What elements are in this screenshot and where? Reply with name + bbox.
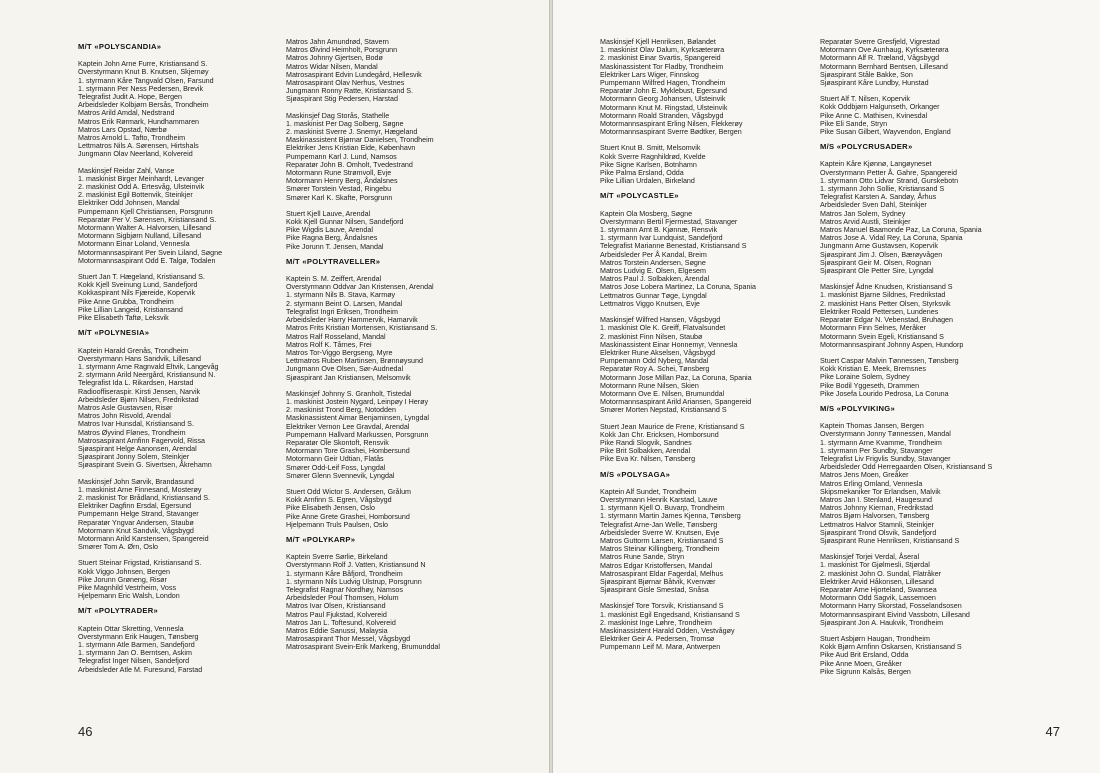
crew-entry: Stuert Kjell Lauve, Arendal xyxy=(286,209,371,218)
group-spacer xyxy=(820,545,1040,553)
crew-entry: Elektriker Geir A. Pedersen, Tromsø xyxy=(600,635,715,644)
crew-entry: Kaptein Harald Grenås, Trondheim xyxy=(78,346,189,355)
crew-entry: Overstyrmann Oddvar Jan Kristensen, Arendal xyxy=(286,283,434,292)
crew-entry: Smører Karl K. Skafte, Porsgrunn xyxy=(286,193,393,202)
crew-entry: Reparatør Roy A. Schei, Tønsberg xyxy=(600,365,710,374)
crew-entry: Maskinassistent Bjørnar Danielsen, Trondheim xyxy=(286,136,434,145)
crew-entry: Pike Lillian Langeid, Kristiansand xyxy=(78,305,183,314)
crew-entry: 1. maskinist Jostein Nygard, Leinpøy I Herøy xyxy=(286,397,429,406)
crew-entry: Stuert Asbjørn Haugan, Trondheim xyxy=(820,635,930,643)
group-spacer xyxy=(600,415,814,423)
crew-entry: Motormann Henry Berg, Åndalsnes xyxy=(286,177,398,186)
crew-entry: Motormann Sigbjørn Nulland, Lillesand xyxy=(78,232,202,241)
crew-entry: Telegrafist Karsten A. Sandøy, Århus xyxy=(820,193,937,202)
crew-entry: Pumpemann Leif M. Marø, Antwerpen xyxy=(600,643,721,652)
crew-entry: Pike Eli Sande, Stryn xyxy=(820,119,888,128)
crew-entry: Kaptein S. M. Zeiffert, Arendal xyxy=(286,275,382,284)
crew-entry: Matros Arild Amdal, Nedstrand xyxy=(78,109,175,118)
crew-entry: Matros Arnold L. Tafto, Trondheim xyxy=(78,134,186,143)
crew-entry: 1. styrmann Otto Lidvar Strand, Gurskebotn xyxy=(820,176,959,185)
crew-entry: Kaptein Thomas Jansen, Bergen xyxy=(820,422,924,431)
crew-entry: Arbeidsleder Per Å Kandal, Breim xyxy=(600,250,707,259)
crew-entry: 2. maskinist Tor Brådland, Kristiansand S. xyxy=(78,493,211,502)
crew-entry: Stuert Steinar Frigstad, Kristiansand S. xyxy=(78,559,202,568)
crew-entry: Motormann Alf R. Træland, Vågsbygd xyxy=(820,54,940,63)
group-spacer xyxy=(78,159,274,167)
ship-heading: M/T «POLYKARP» xyxy=(286,534,356,544)
left-column-1 xyxy=(78,38,274,674)
crew-entry: Maskinsjef Kjell Henriksen, Bølandet xyxy=(600,38,716,46)
crew-entry: Sjøaspirant Jon A. Haukvik, Trondheim xyxy=(820,618,944,627)
crew-entry: Matros Rolf K. Tårnes, Frei xyxy=(286,340,372,349)
crew-entry: Reparatør Ole Skontoft, Rensvik xyxy=(286,438,389,447)
crew-entry: Kokk Sverre Ragnhildrød, Kvelde xyxy=(600,152,706,161)
crew-entry: Kokk Kjell Gunnar Nilsen, Sandefjord xyxy=(286,218,404,227)
crew-entry: Lettmatros Viggo Knutsen, Evje xyxy=(600,299,700,308)
crew-entry: Telegrafist Liv Frigvlis Sundby, Stavanger xyxy=(820,454,951,463)
crew-entry: 1. maskinist Egil Engedsand, Kristiansand S xyxy=(600,610,740,619)
group-spacer xyxy=(600,308,814,316)
crew-entry: Sjøaspirant Ståle Bakke, Son xyxy=(820,70,913,79)
crew-entry: Matros Ivar Olsen, Kristiansand xyxy=(286,602,386,611)
crew-entry: 1. maskinist Olav Dalum, Kyrksæterøra xyxy=(600,46,725,55)
crew-entry: Matros Guttorm Larsen, Kristiansand S xyxy=(600,536,724,545)
crew-entry: 1. styrmann Kåre Tangvald Olsen, Farsund xyxy=(78,76,214,85)
crew-entry: Pike Wigdis Lauve, Arendal xyxy=(286,226,373,235)
crew-entry: Kokk Oddbjørn Halgunseth, Orkanger xyxy=(820,103,940,112)
crew-entry: Overstyrmann Petter Å. Gahre, Spangereid xyxy=(820,168,957,177)
crew-entry: Pike Josefa Lourido Pedrosa, La Coruna xyxy=(820,389,949,398)
crew-entry: Arbeidsleder Odd Herregaarden Olsen, Kristiansand S xyxy=(820,463,993,472)
crew-entry: 1. styrmann Nils B. Stava, Karmøy xyxy=(286,291,396,300)
crew-entry: Jungmann Ronny Ratte, Kristiansand S. xyxy=(286,87,414,96)
group-spacer xyxy=(78,470,274,478)
crew-entry: Matros Manuel Baamonde Paz, La Coruna, Spania xyxy=(820,226,982,235)
crew-entry: Motormann Einar Loland, Vennesla xyxy=(78,240,190,249)
crew-entry: Sjøaspirant Geir M. Olsen, Rognan xyxy=(820,258,932,267)
crew-entry: Maskinsjef Johnny S. Granholt, Tistedal xyxy=(286,389,412,398)
crew-entry: Smører Odd-Leif Foss, Lyngdal xyxy=(286,463,386,472)
crew-entry: Kaptein Alf Sundet, Trondheim xyxy=(600,487,697,496)
crew-entry: Matros Steinar Killingberg, Trondheim xyxy=(600,545,720,554)
crew-entry: Stuert Jan T. Hægeland, Kristiansand S. xyxy=(78,273,205,282)
crew-entry: 1. maskinist Ole K. Greiff, Flatvalsundet xyxy=(600,324,726,333)
crew-entry: 2. maskinist Inge Løhre, Trondheim xyxy=(600,618,712,627)
crew-entry: Telegrafist Judit A. Hope, Bergen xyxy=(78,93,182,102)
crew-entry: Motormannsaspirant Eivind Vassbotn, Lillesand xyxy=(820,610,970,619)
crew-entry: Kaptein Ottar Skretting, Vennesla xyxy=(78,624,184,633)
crew-entry: Matros Frits Kristian Mortensen, Kristiansand S. xyxy=(286,324,438,333)
crew-entry: Matros Eddie Sanussi, Malaysia xyxy=(286,627,388,635)
ship-heading: M/T «POLYCASTLE» xyxy=(600,191,679,201)
crew-entry: Kokkaspirant Nils Fjæreide, Kopervik xyxy=(78,289,196,298)
crew-entry: Motormann Jose Millan Paz, La Coruna, Spania xyxy=(600,373,752,382)
crew-entry: Motormann Harry Skorstad, Fosselandsosen xyxy=(820,602,962,611)
crew-entry: 1. styrmann Jan O. Berntsen, Askim xyxy=(78,649,192,658)
crew-entry: Pumpemann Wilfred Hagen, Trondheim xyxy=(600,79,726,88)
crew-entry: 1. styrmann Nils Ludvig Ulstrup, Porsgrunn xyxy=(286,577,422,586)
crew-entry: Pike Brit Solbakken, Arendal xyxy=(600,447,691,456)
crew-entry: 1. styrmann John Sollie, Kristiansand S xyxy=(820,185,945,194)
crew-entry: Jungmann Ove Olsen, Sør-Audnedal xyxy=(286,365,404,374)
crew-entry: Sjøaspirant Gisle Smestad, Snåsa xyxy=(600,586,709,595)
crew-entry: Reparatør Per V. Sørensen, Kristiansand S. xyxy=(78,215,217,224)
crew-entry: Kokk Arnfinn S. Egren, Vågsbygd xyxy=(286,496,392,505)
crew-entry: Pike Elisabeth Taftø, Leksvik xyxy=(78,314,169,323)
crew-entry: Motormann Arild Karstensen, Spangereid xyxy=(78,534,209,543)
crew-entry: Matrosaspirant Edvin Lundegård, Hellesvik xyxy=(286,70,422,79)
group-spacer xyxy=(286,480,492,488)
crew-entry: Motormann Svein Egeli, Kristiansand S xyxy=(820,332,944,341)
crew-entry: Stuert Jean Maurice de Frene, Kristiansand S xyxy=(600,422,745,431)
crew-entry: Kaptein John Arne Furre, Kristiansand S. xyxy=(78,60,208,69)
crew-entry: 1. styrmann Arnt B. Kjønnæ, Rensvik xyxy=(600,226,718,235)
crew-entry: Motormannsaspirant Sverre Bødtker, Bergen xyxy=(600,128,742,137)
crew-entry: Matros Erling Omland, Vennesla xyxy=(820,479,923,488)
crew-entry: 1. styrmann Martin James Kjenna, Tønsberg xyxy=(600,512,741,521)
crew-entry: Sjøaspirant Helge Aanonsen, Arendal xyxy=(78,444,197,453)
crew-entry: Matros Lars Opstad, Nærbø xyxy=(78,125,167,134)
group-spacer xyxy=(600,594,814,602)
crew-entry: Arbeidsleder Sverre W. Knutsen, Evje xyxy=(600,528,720,537)
crew-entry: Arbeidsleder Kolbjørn Bersås, Trondheim xyxy=(78,101,209,110)
ship-heading: M/S «POLYVIKING» xyxy=(820,403,895,413)
crew-entry: Pike Magnhild Vestrheim, Voss xyxy=(78,583,177,592)
crew-entry: Sjøaspirant Trond Olsvik, Sandefjord xyxy=(820,528,937,537)
crew-entry: Motormann Ove E. Nilsen, Brumunddal xyxy=(600,389,725,398)
crew-entry: Matros Ivar Hunsdal, Kristiansand S. xyxy=(78,420,194,429)
crew-entry: Motormann Finn Selnes, Meråker xyxy=(820,324,926,333)
crew-entry: Elektriker Roald Pettersen, Lundenes xyxy=(820,307,939,316)
crew-entry: Skipsmekaniker Tor Erlandsen, Malvik xyxy=(820,487,941,496)
crew-entry: Sjøaspirant Rune Henriksen, Kristiansand S xyxy=(820,536,960,545)
crew-entry: Kokk Kristian E. Meek, Bremsnes xyxy=(820,365,926,374)
crew-entry: Matrosaspirant Eldar Fagerdal, Melhus xyxy=(600,569,724,578)
crew-entry: Matrosaspirant Arnfinn Fagervold, Rissa xyxy=(78,436,206,445)
crew-entry: Matros Jan L. Toftesund, Kolvereid xyxy=(286,618,396,627)
group-spacer xyxy=(286,382,492,390)
crew-entry: 1. styrmann Atle Barmen, Sandefjord xyxy=(78,641,195,649)
crew-entry: Lettmatros Gunnar Tøge, Lyngdal xyxy=(600,291,707,300)
crew-entry: Matros Bjørn Halvorsen, Tønsberg xyxy=(820,512,930,521)
crew-entry: Matros Widar Nilsen, Mandal xyxy=(286,62,378,71)
crew-entry: 1. styrmann Kjell O. Buvarp, Trondheim xyxy=(600,504,725,513)
crew-entry: Maskinassistent Aimar Benjaminsen, Lyngdal xyxy=(286,414,430,423)
crew-entry: Elektriker Jens Kristian Eide, København xyxy=(286,144,416,153)
crew-entry: Kokk Viggo Johnsen, Bergen xyxy=(78,567,170,576)
crew-entry: Pike Elisabeth Jensen, Oslo xyxy=(286,504,375,513)
crew-entry: 2. maskinist Sverre J. Snemyr, Hægeland xyxy=(286,128,418,137)
crew-entry: Lettmatros Halvor Stamnli, Steinkjer xyxy=(820,520,934,529)
crew-entry: Elektriker Vernon Lee Gravdal, Arendal xyxy=(286,422,410,431)
crew-entry: Arbeidsleder Poul Thomsen, Holum xyxy=(286,594,399,603)
crew-entry: Kaptein Sverre Sørlie, Birkeland xyxy=(286,553,388,562)
crew-entry: Motormann Tore Grashei, Hombersund xyxy=(286,447,410,456)
crew-entry: Pike Anne C. Mathisen, Kvinesdal xyxy=(820,111,928,120)
group-spacer xyxy=(820,349,1040,357)
crew-entry: Matros John Risvold, Arendal xyxy=(78,412,171,421)
crew-entry: Pike Jorunn Grøneng, Risør xyxy=(78,575,167,584)
crew-entry: 1. styrmann Ivar Lundquist, Sandefjord xyxy=(600,234,723,243)
crew-entry: Pike Signe Karlsen, Botnhamn xyxy=(600,160,697,169)
ship-heading: M/T «POLYSCANDIA» xyxy=(78,42,162,51)
crew-entry: Motormannsaspirant Erling Nilsen, Flekkerøy xyxy=(600,120,743,129)
crew-entry: Motormann Geir Udtian, Flatås xyxy=(286,455,384,464)
crew-entry: Motormann Knut Sandvik, Vågsbygd xyxy=(78,526,194,535)
crew-entry: Jungmann Arne Gustavsen, Kopervik xyxy=(820,242,938,251)
crew-entry: Kokk Jan Chr. Ericksen, Homborsund xyxy=(600,430,719,439)
crew-entry: Matros Øyvind Flønes, Trondheim xyxy=(78,428,186,437)
ship-heading: M/S «POLYCRUSADER» xyxy=(820,142,913,152)
group-spacer xyxy=(78,265,274,273)
crew-entry: Sjøaspirant Jan Kristiansen, Melsomvik xyxy=(286,373,411,382)
group-spacer xyxy=(286,202,492,210)
crew-entry: Maskinassistent Harald Odden, Vestvågøy xyxy=(600,627,735,635)
crew-entry: Pumpemann Kjell Christiansen, Porsgrunn xyxy=(78,207,213,216)
crew-entry: Pumpemann Hallvard Markussen, Porsgrunn xyxy=(286,430,429,439)
crew-entry: Matros Erik Rørmark, Hundhammaren xyxy=(78,117,200,126)
crew-entry: 1. maskinist Per Dag Solberg, Søgne xyxy=(286,119,404,128)
ship-heading: M/S «POLYSAGA» xyxy=(600,469,671,479)
crew-entry: Pumpemann Karl J. Lund, Namsos xyxy=(286,152,397,161)
crew-entry: Kokk Kjell Sveinung Lund, Sandefjord xyxy=(78,281,198,290)
crew-entry: Motormann Rune Nilsen, Skien xyxy=(600,381,699,390)
crew-entry: Motormann Georg Johansen, Ulsteinvik xyxy=(600,95,726,104)
crew-entry: Kaptein Kåre Kjønnø, Langøyneset xyxy=(820,160,932,169)
crew-entry: Pike Susan Gilbert, Wayvendon, England xyxy=(820,128,951,137)
crew-entry: 1. styrmann Arne Ragnvald Eltvik, Langevåg xyxy=(78,362,219,371)
crew-entry: Matros Jahn Amundrød, Stavern xyxy=(286,38,389,46)
crew-entry: Smører Tom A. Ørn, Oslo xyxy=(78,543,159,552)
crew-entry: Matros Torstein Andersen, Søgne xyxy=(600,258,706,267)
crew-entry: 2. maskinist Einar Svartis, Spangereid xyxy=(600,54,721,63)
ship-heading: M/T «POLYNESIA» xyxy=(78,328,150,338)
crew-entry: Telegrafist Marianne Benestad, Kristiansand S xyxy=(600,242,747,251)
crew-entry: Overstyrmann Erik Haugen, Tønsberg xyxy=(78,632,199,641)
crew-entry: Maskinsjef Wilfred Hansen, Vågsbygd xyxy=(600,316,721,325)
crew-entry: Stuert Knut B. Smitt, Melsomvik xyxy=(600,144,701,153)
crew-entry: Kokk Bjørn Arnfinn Oskarsen, Kristiansand S xyxy=(820,643,962,652)
crew-entry: Elektriker Arvid Håkonsen, Lillesand xyxy=(820,577,934,586)
crew-entry: Matros Jan Solem, Sydney xyxy=(820,209,906,218)
crew-entry: Pike Jorunn T. Jensen, Mandal xyxy=(286,242,384,251)
crew-entry: Sjøaspirant Ole Petter Sire, Lyngdal xyxy=(820,267,934,276)
crew-entry: Matros Tor-Viggo Bergseng, Myre xyxy=(286,348,393,357)
crew-entry: Sjøaspirant Jonny Solem, Steinkjer xyxy=(78,453,190,462)
crew-entry: 2. styrmann Arild Neergård, Kristiansund N. xyxy=(78,371,216,380)
crew-entry: Matros Asle Gustavsen, Risør xyxy=(78,403,173,412)
crew-entry: Matros Edgar Kristoffersen, Mandal xyxy=(600,561,713,570)
crew-entry: Smører Morten Nepstad, Kristiansand S xyxy=(600,406,727,415)
crew-entry: Reparatør Yngvar Andersen, Staubø xyxy=(78,518,194,527)
crew-entry: Motormannsaspirant Per Svein Liland, Søgne xyxy=(78,248,223,257)
crew-entry: Matros Johnny Kiernan, Fredrikstad xyxy=(820,504,934,513)
crew-entry: Stuert Caspar Malvin Tønnessen, Tønsberg xyxy=(820,356,959,365)
crew-entry: Sjøaspirant Bjørnar Båtvik, Kvenvær xyxy=(600,577,716,586)
crew-entry: Telegrafist Ida L. Rikardsen, Harstad xyxy=(78,379,194,388)
crew-entry: Pike Anne Grete Grashei, Homborsund xyxy=(286,512,410,521)
crew-entry: Reparatør John B. Omholt, Tvedestrand xyxy=(286,160,413,169)
crew-entry: Pike Anne Grubba, Trondheim xyxy=(78,297,174,306)
crew-entry: 1. styrmann Per Ness Pedersen, Brevik xyxy=(78,84,204,93)
crew-entry: Lettmatros Ruben Martinsen, Brønnøysund xyxy=(286,357,423,366)
ship-heading: M/T «POLYTRAVELLER» xyxy=(286,256,381,266)
crew-entry: Pumpemann Odd Nyberg, Mandal xyxy=(600,357,709,366)
right-column-1 xyxy=(600,38,814,652)
page-number-left: 46 xyxy=(78,724,93,739)
crew-entry: Elektriker Odd Johnsen, Mandal xyxy=(78,199,180,208)
group-spacer xyxy=(78,551,274,559)
crew-entry: Overstyrmann Hans Sandvik, Lillesand xyxy=(78,354,202,363)
crew-entry: Matros Rune Sande, Stryn xyxy=(600,553,685,562)
crew-entry: Overstyrmann Rolf J. Vatten, Kristiansund N xyxy=(286,561,426,570)
crew-entry: Motormannsaspirant Odd E. Talgø, Todalen xyxy=(78,256,216,265)
crew-entry: Telegrafist Ingri Eriksen, Trondheim xyxy=(286,307,398,316)
crew-entry: 1. maskinist Birger Meinhardt, Levanger xyxy=(78,174,205,183)
crew-entry: Pike Aud Brit Ersland, Odda xyxy=(820,651,909,660)
crew-entry: Motormann Knut M. Ringstad, Ulsteinvik xyxy=(600,103,728,112)
crew-entry: Matros Johnny Gjertsen, Bodø xyxy=(286,54,383,63)
crew-entry: 1. styrmann Kåre Båfjord, Trondheim xyxy=(286,569,403,578)
crew-entry: Sjøaspirant Kåre Lundby, Hunstad xyxy=(820,79,929,88)
right-column-2 xyxy=(820,38,1040,676)
crew-entry: Jungmann Olav Neerland, Kolvereid xyxy=(78,150,193,159)
crew-entry: 1. styrmann Arne Kvamme, Trondheim xyxy=(820,438,942,447)
ship-heading: M/T «POLYTRADER» xyxy=(78,606,159,616)
crew-entry: Reparatør Sverre Gresfjeld, Vigrestad xyxy=(820,38,940,46)
crew-entry: Radiooffiseraspir. Kirsti Jensen, Narvik xyxy=(78,387,201,396)
crew-entry: Motormann Walter A. Halvorsen, Lillesand xyxy=(78,224,212,233)
group-spacer xyxy=(286,104,492,112)
crew-entry: Maskinsjef Torjei Verdal, Åseral xyxy=(820,553,920,562)
crew-entry: Smører Glenn Svennevik, Lyngdal xyxy=(286,471,395,480)
crew-entry: Stuert Odd Wictor S. Andersen, Grålum xyxy=(286,487,412,496)
crew-entry: 2. maskinist Odd A. Ertesvåg, Ulsteinvik xyxy=(78,183,205,192)
crew-entry: 2. maskinist Trond Berg, Notodden xyxy=(286,406,396,415)
crew-entry: Maskinassistent Einar Honnemyr, Vennesla xyxy=(600,340,738,349)
crew-entry: Elektriker Rune Akselsen, Vågsbygd xyxy=(600,348,716,357)
crew-entry: Maskinsjef John Sørvik, Brandasund xyxy=(78,477,194,486)
crew-entry: Matros Jose Lobera Martinez, La Coruna, Spania xyxy=(600,283,756,292)
crew-entry: Reparatør Edgar N. Vebenstad, Bruhagen xyxy=(820,316,953,325)
crew-entry: Arbeidsleder Bjørn Nilsen, Fredrikstad xyxy=(78,395,199,404)
crew-entry: Matros Paul J. Solbakken, Arendal xyxy=(600,275,710,284)
crew-entry: Matros Ralf Rosseland, Mandal xyxy=(286,332,386,341)
crew-entry: Sjøaspirant Stig Pedersen, Harstad xyxy=(286,95,398,104)
crew-entry: Motormann Roald Stranden, Vågsbygd xyxy=(600,111,724,120)
crew-entry: Sjøaspirant Jim J. Olsen, Bærøyvågen xyxy=(820,250,943,259)
crew-entry: Maskinsjef Ådne Knudsen, Kristiansand S xyxy=(820,283,953,292)
crew-entry: Arbeidsleder Sven Dahl, Steinkjer xyxy=(820,201,927,210)
crew-entry: Telegrafist Inger Nilsen, Sandefjord xyxy=(78,657,190,666)
crew-entry: Lettmatros Nils A. Sørensen, Hirtshals xyxy=(78,142,199,151)
crew-entry: Maskinsjef Tore Torsvik, Kristiansand S xyxy=(600,602,724,611)
crew-entry: Pike Anne Moen, Greåker xyxy=(820,659,902,668)
crew-entry: Overstyrmann Knut B. Knutsen, Skjernøy xyxy=(78,68,209,77)
crew-entry: Maskinsjef Reidar Zahl, Vanse xyxy=(78,166,175,175)
group-spacer xyxy=(820,87,1040,95)
crew-entry: Overstyrmann Jonny Tønnessen, Mandal xyxy=(820,430,951,439)
crew-entry: 2. maskinist Egil Bottenvik, Steinkjer xyxy=(78,191,193,200)
crew-entry: Pike Palma Ersland, Odda xyxy=(600,169,684,178)
crew-entry: 2. styrmann Beint O. Larsen, Mandal xyxy=(286,299,403,308)
crew-entry: Matros Jan I. Stenland, Haugesund xyxy=(820,495,932,504)
crew-entry: Pike Lillian Urdalen, Birkeland xyxy=(600,177,695,186)
crew-entry: 1. maskinist Tor Gjølmesli, Stjørdal xyxy=(820,561,930,570)
crew-entry: Matros Øivind Heimholt, Porsgrunn xyxy=(286,46,398,55)
crew-entry: Smører Torstein Vestad, Ringebu xyxy=(286,185,392,194)
crew-entry: Matros Arvid Austli, Steinkjer xyxy=(820,217,911,226)
group-spacer xyxy=(820,627,1040,635)
crew-entry: Reparatør John E. Myklebust, Egersund xyxy=(600,87,728,96)
crew-entry: Reparatør Arne Hjorteland, Swansea xyxy=(820,585,937,594)
crew-entry: Matros Jose A. Vidal Rey, La Coruna, Spania xyxy=(820,234,963,243)
crew-entry: Matrosaspirant Svein-Erik Markeng, Brumunddal xyxy=(286,643,440,652)
crew-entry: Arbeidsleder Atle M. Furesund, Farstad xyxy=(78,665,203,674)
crew-entry: Pike Eva Kr. Nilsen, Tønsberg xyxy=(600,455,696,464)
crew-entry: Stuert Alf T. Nilsen, Kopervik xyxy=(820,95,910,104)
crew-entry: Pike Sigrunn Kalsås, Bergen xyxy=(820,667,911,676)
crew-entry: Pike Bodil Yggeseth, Drammen xyxy=(820,381,920,390)
group-spacer xyxy=(600,136,814,144)
crew-entry: Sjøaspirant Svein G. Sivertsen, Åkrehamn xyxy=(78,461,212,470)
crew-entry: Maskinassistent Tor Fladby, Trondheim xyxy=(600,62,724,71)
crew-entry: Matrosaspirant Thor Messel, Vågsbygd xyxy=(286,635,411,644)
crew-entry: Overstyrmann Bertil Fjermestad, Stavanger xyxy=(600,217,738,226)
crew-entry: Elektriker Dagfinn Ersdal, Egersund xyxy=(78,502,192,511)
crew-entry: 2. maskinist John O. Sundal, Flatråker xyxy=(820,569,942,578)
crew-entry: Matros Jens Moen, Greåker xyxy=(820,471,909,480)
crew-entry: 1. styrmann Per Sundby, Stavanger xyxy=(820,446,933,455)
crew-entry: Elektriker Lars Wiger, Finnskog xyxy=(600,70,699,79)
crew-entry: Hjelpemann Eric Walsh, London xyxy=(78,592,180,601)
crew-entry: Maskinsjef Dag Storås, Stathelle xyxy=(286,111,390,120)
crew-entry: Motormann Rune Strømvoll, Evje xyxy=(286,169,392,178)
crew-entry: Telegrafist Arne-Jan Welle, Tønsberg xyxy=(600,520,718,529)
crew-entry: 2. maskinist Finn Nilsen, Staubø xyxy=(600,332,703,341)
crew-entry: Matros Ludvig E. Olsen, Elgesem xyxy=(600,267,706,276)
left-page xyxy=(0,0,549,773)
crew-entry: Motormannsaspirant Arild Ariansen, Spangereid xyxy=(600,398,752,407)
crew-entry: Matrosaspirant Olav Nerhus, Vestnes xyxy=(286,79,405,88)
crew-entry: Motormann Odd Sagvik, Lassemoen xyxy=(820,594,936,603)
crew-entry: Pike Ragna Berg, Åndalsnes xyxy=(286,234,378,243)
crew-entry: 1. maskinist Arne Finnesand, Mosterøy xyxy=(78,485,202,494)
crew-entry: Kaptein Ola Mosberg, Søgne xyxy=(600,209,693,218)
crew-entry: Motormannsaspirant Johnny Aspen, Hundorp xyxy=(820,340,964,349)
crew-entry: Overstyrmann Henrik Karstad, Lauve xyxy=(600,495,718,504)
page-number-right: 47 xyxy=(1045,724,1060,739)
crew-entry: Matros Paul Fjukstad, Kolvereid xyxy=(286,610,387,619)
crew-entry: Telegrafist Ragnar Nordhøy, Namsos xyxy=(286,585,403,594)
crew-entry: Pike Randi Slogvik, Sandnes xyxy=(600,438,692,447)
crew-entry: Motormann Bernhard Bentsen, Lillesand xyxy=(820,62,948,71)
crew-entry: 1. maskinist Bjarne Sildnes, Fredrikstad xyxy=(820,291,946,300)
crew-entry: Motormann Ove Aunhaug, Kyrksæterøra xyxy=(820,46,949,55)
left-column-2 xyxy=(286,38,492,652)
crew-entry: Pumpemann Helge Strand, Stavanger xyxy=(78,510,199,519)
crew-entry: 2. maskinist Hans Petter Olsen, Styrksvik xyxy=(820,299,951,308)
crew-entry: Arbeidsleder Harry Hammervik, Hamarvik xyxy=(286,316,418,325)
crew-entry: Pike Loraine Solem, Sydney xyxy=(820,373,910,382)
crew-entry: Hjelpemann Truls Paulsen, Oslo xyxy=(286,520,389,529)
right-page xyxy=(553,0,1100,773)
